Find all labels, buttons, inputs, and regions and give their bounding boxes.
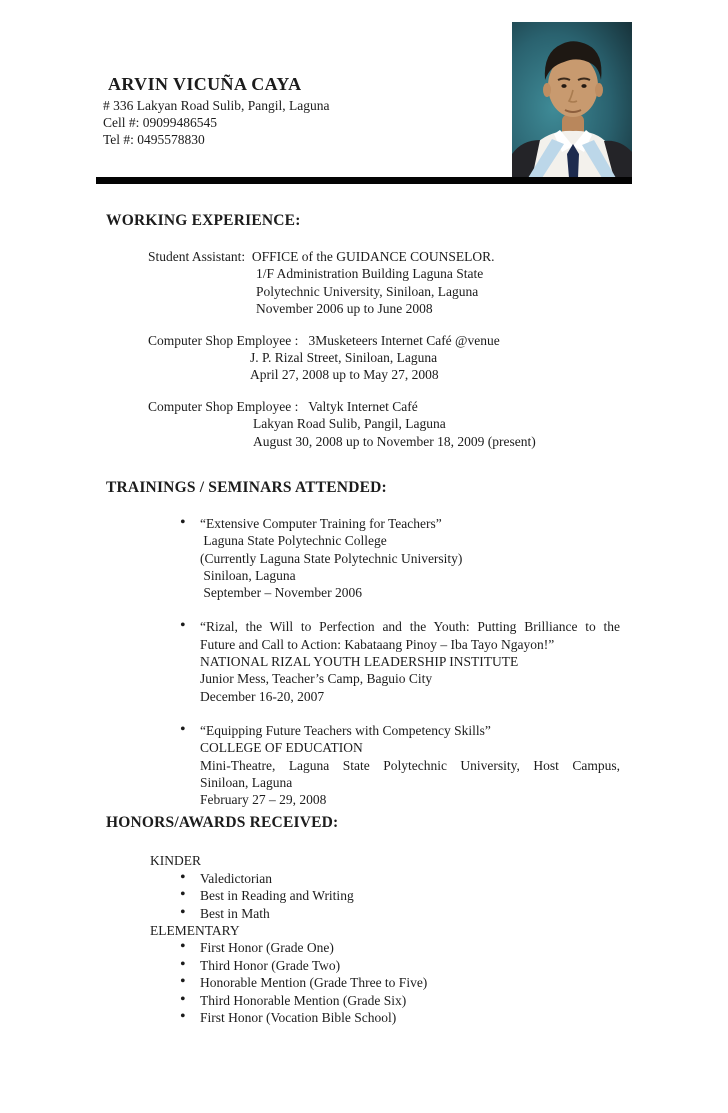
section-title-trainings: TRAININGS / SEMINARS ATTENDED: <box>106 478 387 496</box>
job-entry <box>0 332 728 384</box>
address-line: # 336 Lakyan Road Sulib, Pangil, Laguna <box>103 98 330 113</box>
working-experience-list <box>0 248 728 450</box>
trainings-list <box>0 515 728 808</box>
job-detail-line: November 2006 up to June 2008 <box>256 300 433 316</box>
resume-body <box>0 213 728 1026</box>
honors-group-kinder <box>0 852 728 922</box>
training-line: February 27 – 29, 2008 <box>200 792 327 808</box>
award-item: • Third Honorable Mention (Grade Six) <box>178 992 728 1009</box>
training-line: Siniloan, Laguna <box>200 774 293 790</box>
training-line: Future and Call to Action: Kabataang Pinoy – Iba Tayo Ngayon!” <box>200 636 555 652</box>
award-item: • Third Honor (Grade Two) <box>178 957 728 974</box>
graduate-photo-illustration <box>512 22 632 178</box>
training-line: Mini-Theatre, Laguna State Polytechnic University, Host Campus, <box>200 757 620 773</box>
school-level-label: ELEMENTARY <box>150 923 240 939</box>
job-detail-line: April 27, 2008 up to May 27, 2008 <box>250 367 439 383</box>
job-title-line: Computer Shop Employee : Valtyk Internet Café <box>148 399 418 415</box>
training-line: COLLEGE OF EDUCATION <box>200 740 363 756</box>
school-level-label: KINDER <box>150 853 201 869</box>
training-line: Siniloan, Laguna <box>200 567 296 583</box>
job-detail-line: August 30, 2008 up to November 18, 2009 (present) <box>253 433 536 449</box>
graduate-photo <box>512 22 632 178</box>
job-entry <box>0 398 728 450</box>
award-item: • First Honor (Vocation Bible School) <box>178 1009 728 1026</box>
job-detail-line: 1/F Administration Building Laguna State <box>256 266 484 282</box>
award-item: • Valedictorian <box>178 870 728 887</box>
job-detail-line: Polytechnic University, Siniloan, Laguna <box>256 283 479 299</box>
job-entry <box>0 248 728 317</box>
section-title-working-experience: WORKING EXPERIENCE: <box>106 212 301 229</box>
job-detail-line: J. P. Rizal Street, Siniloan, Laguna <box>250 349 438 365</box>
cell-number-line: Cell #: 09099486545 <box>103 114 217 130</box>
training-line: (Currently Laguna State Polytechnic University) <box>200 550 463 566</box>
awards-list <box>0 939 728 1026</box>
training-line: December 16-20, 2007 <box>200 688 325 704</box>
award-item: • First Honor (Grade One) <box>178 939 728 956</box>
identity-block <box>103 74 329 148</box>
training-line: • “Rizal, the Will to Perfection and the Youth: Putting Brilliance to the <box>200 619 620 635</box>
training-item <box>178 722 642 808</box>
training-line: NATIONAL RIZAL YOUTH LEADERSHIP INSTITUTE <box>200 654 519 670</box>
award-item: • Honorable Mention (Grade Three to Five) <box>178 974 728 991</box>
tel-number-line: Tel #: 0495578830 <box>103 131 205 147</box>
training-item <box>178 515 642 601</box>
award-item: • Best in Math <box>178 905 728 922</box>
training-item <box>178 618 642 704</box>
training-line: • “Extensive Computer Training for Teachers” <box>200 515 442 531</box>
section-title-honors: HONORS/AWARDS RECEIVED: <box>106 814 339 832</box>
person-name: ARVIN VICUÑA CAYA <box>108 74 302 94</box>
award-item: • Best in Reading and Writing <box>178 887 728 904</box>
awards-list <box>0 870 728 922</box>
honors-list <box>0 852 728 1026</box>
honors-group-elementary <box>0 922 728 1026</box>
job-title-line: Computer Shop Employee : 3Musketeers Internet Café @venue <box>148 332 500 348</box>
training-line: September – November 2006 <box>200 585 362 601</box>
training-line: • “Equipping Future Teachers with Competency Skills” <box>200 722 491 738</box>
training-line: Laguna State Polytechnic College <box>200 533 387 549</box>
job-title-line: Student Assistant: OFFICE of the GUIDANCE COUNSELOR. <box>148 249 495 264</box>
divider-rule <box>96 177 632 184</box>
training-line: Junior Mess, Teacher’s Camp, Baguio City <box>200 671 433 687</box>
job-detail-line: Lakyan Road Sulib, Pangil, Laguna <box>253 416 446 432</box>
